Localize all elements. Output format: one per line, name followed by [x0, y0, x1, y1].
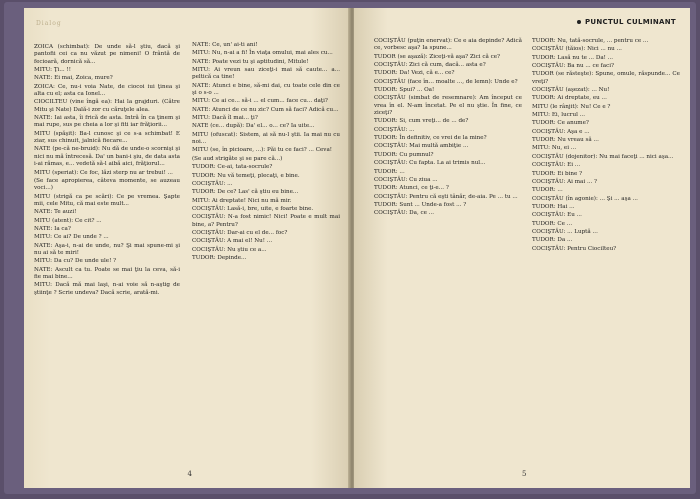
- dialogue-line: MITU: Nu, ei ...: [532, 145, 577, 152]
- dialogue-line: COCIŞTĂU: Aşa e ...: [532, 128, 590, 135]
- dialogue-line: TUDOR: În definitiv, ce vrei de la mine?: [374, 135, 487, 142]
- dialogue-line: MITU: Ce ai? De unde ? ...: [34, 234, 109, 241]
- dialogue-line: TUDOR: Da! Vezi, că e... ce?: [374, 70, 455, 77]
- dialogue-line: ZOICA (schimbat): De unde să-l ştiu, dacă şi pantofii cei ca nu văzut pe nimeni! O frântă de fecioară, dornică să...: [34, 44, 180, 65]
- dialogue-line: NATE: Ce, un' ai-ti ani!: [192, 42, 258, 48]
- dialogue-line: COCIŞTĂU: Da, ce ...: [374, 210, 435, 217]
- dialogue-line: MITU: Ai dreptate! Nici nu mă mir.: [192, 197, 292, 204]
- dialogue-line: MITU (le rânjit): Nu! Ce e ?: [532, 103, 611, 110]
- dialogue-line: MITU: Ei, lucrul ...: [532, 112, 585, 119]
- dialogue-line: NATE: Ascult ca tu. Poate se mai ţiu la ceva, să-i fie mai bine...: [34, 266, 180, 280]
- right-column-2: [532, 38, 680, 254]
- left-column-2: [192, 42, 340, 263]
- left-page: [24, 8, 350, 488]
- dialogue-line: COCIŞTĂU: Ei ...: [532, 162, 581, 169]
- dialogue-line: TUDOR: Ce-ai, tata-socrule?: [192, 164, 273, 171]
- dialogue-line: COCIŞTĂU (simbat de resemnare): Am început ce vrea în el. N-am încetat. Pe el nu ştie. În fine, ce ziceţi?: [374, 95, 522, 117]
- dialogue-line: TUDOR: Ei bine ?: [532, 170, 583, 177]
- dialogue-line: TUDOR: Ce ...: [532, 220, 573, 227]
- dialogue-line: TUDOR: Depinde...: [192, 254, 247, 261]
- dialogue-line: MITU: Ce ai ce... să-i ... el cum... face cu... daţi?: [192, 98, 328, 105]
- dialogue-line: MITU: Nu, n-ai a fi! În viaţa omului, mai ales cu...: [192, 50, 333, 57]
- dialogue-line: NATE: Atunci de ce nu zic? Cum să faci? Adică cu...: [192, 106, 339, 113]
- dialogue-line: TUDOR: Nu vreau să ...: [532, 137, 599, 144]
- dialogue-line: CIOCILTEU (vine îngă ea): Hai la grajduri. (Către Mitu şi Nate) Dală-i zor cu căruţele alea.: [34, 99, 180, 113]
- dialogue-line: MITU (atent): Ce cit? ...: [34, 217, 102, 224]
- dialogue-line: MITU (spăşit): Ba-l cunosc şi ce s-a schimbat! E ziar, sus chinuit, jalnică fiecare...: [34, 130, 180, 145]
- dialogue-line: TUDOR: Sunt ... Unde-a fost ... ?: [374, 201, 467, 208]
- dialogue-line: COCIŞTĂU: Eu ...: [532, 212, 582, 219]
- dialogue-line: (Se aud strigăte şi se pare că...): [192, 155, 283, 162]
- dialogue-line: TUDOR: Nu, tată-socrule, ... pentru ce ...: [532, 38, 649, 44]
- dialogue-line: NATE: Ia ca?: [34, 225, 71, 232]
- dialogue-line: TUDOR: Cu pumnul?: [374, 151, 434, 158]
- dialogue-line: MITU: Dacă mă mai laşi, n-ai voie să n-aştig de ştiinţe ? Scrie undeva? Dacă scrie, arată-mi.: [34, 282, 180, 296]
- dialogue-line: COCIŞTĂU (tăios): Nici ... nu ...: [532, 46, 622, 53]
- dialogue-line: TUDOR: Da ...: [532, 237, 573, 244]
- dialogue-line: TUDOR: Ai dreptate, eu ...: [532, 95, 607, 102]
- dialogue-line: TUDOR: Atunci, ce ţi-e... ?: [374, 185, 449, 192]
- faint-mark: Dialog: [36, 20, 62, 27]
- page-number-right: 5: [522, 470, 527, 478]
- dialogue-line: MITU (strigă ca pe scări): Ce pe vremea. Şapte mii, cele Mitu, că mai este mult...: [34, 193, 180, 207]
- book-spread: [4, 2, 696, 494]
- right-column-1: [374, 38, 522, 219]
- dialogue-line: NATE (ce... după): Da' el... o... ce? Ia uite...: [192, 123, 315, 130]
- dialogue-line: COCIŞTĂU: A mai el! Nu! ...: [192, 238, 273, 245]
- dialogue-line: (Se face apropierea, câteva momente, se auzeau voci...): [34, 177, 180, 192]
- dialogue-line: NATE: Aşa-i, n-ai de unde, nu? Şi mai spune-mi şi nu ai să te miri!: [34, 242, 180, 256]
- dialogue-line: COCIŞTĂU: Pentru Ciocilteu?: [532, 245, 617, 252]
- dialogue-line: COCIŞTĂU: Ba nu ... ce faci?: [532, 63, 615, 70]
- dialogue-line: COCIŞTĂU (dojenitor): Nu mai faceţi ... nici aşa...: [532, 153, 674, 160]
- page-number-left: 4: [187, 470, 192, 478]
- dialogue-line: COCIŞTĂU: Lasă-i, bre, uite, e foarte bine.: [192, 205, 314, 212]
- dialogue-line: COCIŞTĂU: Cu fapta. La ai trimis nul...: [374, 160, 486, 167]
- running-header: [577, 18, 676, 26]
- right-page: [354, 8, 690, 488]
- dialogue-line: COCIŞTĂU: Pentru că eşti tânăr, de-aia. Pe ... tu ...: [374, 193, 518, 200]
- dialogue-line: COCIŞTĂU: Mai multă ambiţie ...: [374, 143, 469, 150]
- dialogue-line: MITU: Da cu? De unde ule! ?: [34, 258, 117, 265]
- dialogue-line: COCIŞTĂU: ...: [374, 126, 415, 133]
- dialogue-line: TUDOR (se răsteşte): Spune, omule, răspunde... Ce vreţi?: [532, 71, 680, 85]
- dialogue-line: TUDOR: Ce anume?: [532, 120, 589, 127]
- dialogue-line: TUDOR: ...: [374, 168, 405, 175]
- header-title: PUNCTUL CULMINANT: [584, 18, 676, 26]
- dialogue-line: NATE: Te auzi!: [34, 209, 77, 216]
- dialogue-line: NATE: Atunci e bine, să-mi dai, cu toate cele din ce şi o s-o ...: [192, 82, 340, 97]
- dialogue-line: TUDOR: Nu vă temeţi, plecaţi, e bine.: [192, 172, 300, 179]
- dialogue-line: MITU (ofuscat): Sistem, ai să nu-l ştii. Ia mai nu cu noi...: [192, 131, 340, 146]
- dialogue-line: NATE (pe-că ne-bruid): Nu dă de unde-o scornişi şi nici nu mă întrecesă. Da' un bani-i şiu, de data asta i-ai rămas, e... vedetă să-l aibă aici, frăţiorul...: [34, 146, 180, 168]
- dialogue-line: COCIŞTĂU: Cu ziua ...: [374, 176, 438, 183]
- dialogue-line: COCIŞTĂU: ...: [192, 180, 233, 187]
- dialogue-line: MITU: Ai vreun sau ziceţi-i mai să caute... a... peltică ca tine!: [192, 67, 340, 81]
- dialogue-line: ZOICA: Ce, nu-i voia Nate, de ciocoi iui ţinea şi alta cu el; asta ca Ionel...: [34, 83, 180, 98]
- dialogue-line: TUDOR: De ce? Las' că ştiu eu bine...: [192, 189, 299, 196]
- dialogue-line: MITU (speriat): Ce foc, lăzi sterp nu ar trebui! ...: [34, 169, 173, 176]
- dialogue-line: TUDOR: Si, cum vreţi... de ... de?: [374, 118, 469, 125]
- dialogue-line: NATE: Ei mai, Zoica, mure?: [34, 75, 113, 82]
- dialogue-line: MITU: Ţi... !!: [34, 67, 71, 74]
- dialogue-line: TUDOR: Spui? ... Oa!: [374, 87, 435, 94]
- dialogue-line: COCIŞTĂU (face în... moalte ..., de lemn): Unde e?: [374, 78, 518, 85]
- dialogue-line: NATE: Iai asta, îi frică de asta. Intră în ca ţinem şi mai rupe, sus pe cheia a lor şi fiti iar frăţiorii...: [34, 115, 180, 129]
- dialogue-line: COCIŞTĂU (aşezat): ... Nu!: [532, 87, 610, 94]
- dialogue-line: COCIŞTĂU (puţin enervat): Ce e aia depinde? Adică ce, vorbesc aşa? Ia spune...: [374, 38, 522, 52]
- dialogue-line: TUDOR: ...: [532, 187, 563, 194]
- dialogue-line: COCIŞTĂU: ... Luptă ...: [532, 228, 598, 235]
- dialogue-line: TUDOR (se aşază): Ziceţi-vă aşa? Zici că ce?: [374, 53, 501, 60]
- dialogue-line: COCIŞTĂU: N-a fost nimic! Nici! Poate e mult mai bine, a? Pentru?: [192, 214, 340, 228]
- left-column-1: [34, 44, 180, 298]
- dialogue-line: NATE: Poate vezi tu şi aptitudini, Mitule!: [192, 58, 309, 65]
- dialogue-line: TUDOR: Lasă nu te ... Da! ...: [532, 54, 614, 61]
- dialogue-line: COCIŞTĂU: Nu ştiu ce a...: [192, 246, 267, 253]
- dialogue-line: COCIŞTĂU: Dar-ai cu el de... foc?: [192, 229, 288, 236]
- dialogue-line: COCIŞTĂU: Zici că cum, dacă... asta e?: [374, 62, 486, 69]
- dialogue-line: TUDOR: Hai ...: [532, 203, 575, 210]
- bullet-icon: [577, 20, 581, 24]
- dialogue-line: MITU (se, în picioare, ...): Păi tu ce faci? ... Ceva!: [192, 147, 333, 154]
- dialogue-line: COCIŞTĂU (în agonie): ... Şi ... aşa ...: [532, 195, 638, 202]
- dialogue-line: MITU: Dacă îl mai... ţi?: [192, 115, 258, 122]
- dialogue-line: COCIŞTĂU: Ai mai ... ?: [532, 178, 598, 185]
